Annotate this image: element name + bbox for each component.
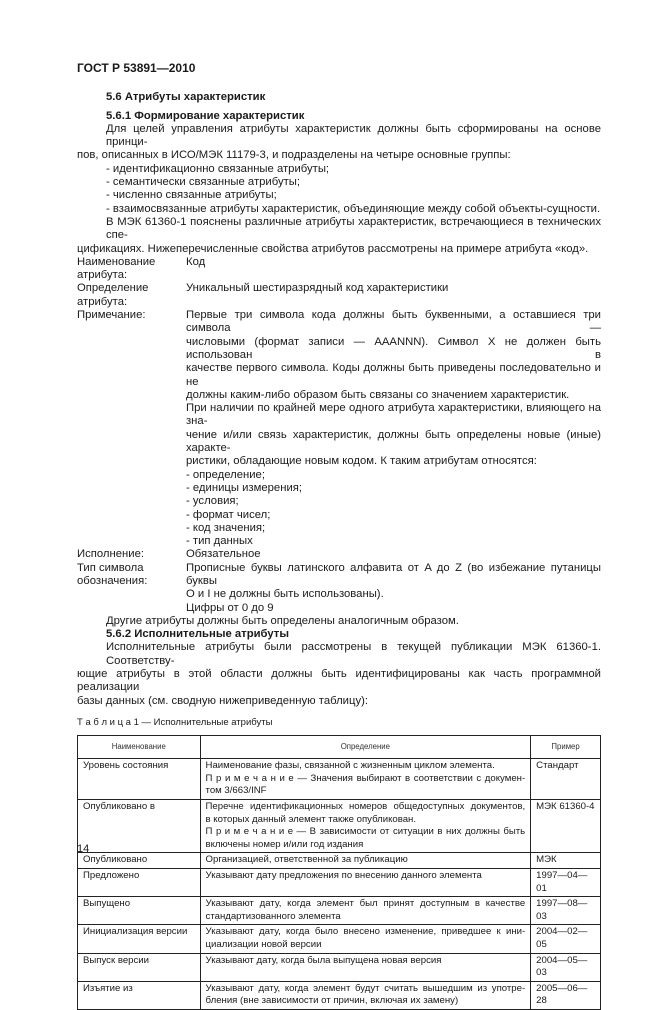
value-paragraph (186, 482, 601, 495)
text-line: Обязательное (186, 548, 261, 561)
definition-label (77, 282, 186, 309)
cell-name: Предложено (78, 869, 201, 897)
text-line: O и I не должны быть использованы). (186, 588, 384, 601)
cell-paragraph (206, 926, 526, 951)
table-row (78, 853, 601, 869)
column-header-example: Пример (531, 736, 601, 759)
page-number: 14 (77, 843, 90, 855)
text-line: Цифры от 0 до 9 (186, 601, 274, 614)
cell-definition (200, 869, 531, 897)
text-line: обозначения: (77, 574, 148, 587)
value-paragraph (186, 309, 601, 402)
definition-value (186, 548, 601, 561)
text-line: пов, описанных в ИСО/МЭК 11179-3, и подразделены на четыре основные группы: (77, 149, 511, 162)
text-line: числовыми (формат записи — AAANNN). Символ X не должен быть использован в (186, 335, 601, 361)
cell-definition (200, 800, 531, 853)
definition-label (77, 309, 186, 548)
table-row (78, 869, 601, 897)
cell-name: Уровень состояния (78, 759, 201, 800)
text-line: Исполнительные атрибуты были рассмотрены в текущей публикации МЭК 61360-1. Соответству- (106, 641, 601, 667)
definition-label (77, 562, 186, 615)
text-line: Для целей управления атрибуты характеристик должны быть сформированы на основе принци- (106, 122, 601, 149)
text-line: циализации новой версии (205, 938, 322, 950)
text-line: Примечание: (77, 309, 146, 322)
group-list (77, 163, 601, 216)
cell-definition (200, 981, 531, 1009)
text-line: Код (186, 255, 206, 268)
text-line: Наименование (77, 255, 156, 268)
text-line: - определение; (186, 468, 265, 481)
definition-entry (77, 309, 601, 548)
cell-definition (200, 759, 531, 800)
text-line: качестве первого символа. Коды должны быть приведены последовательно и не (186, 362, 601, 388)
list-item: - взаимосвязанные атрибуты характеристик, объединяющие между собой объекты-сущности. (106, 202, 601, 215)
definition-value (186, 282, 601, 309)
cell-example: 2004—02—05 (531, 925, 601, 953)
cell-definition (200, 925, 531, 953)
section-heading-5-6-2: 5.6.2 Исполнительные атрибуты (106, 628, 289, 641)
list-item: - семантически связанные атрибуты; (106, 176, 301, 189)
table-row (78, 897, 601, 925)
definition-value (186, 309, 601, 548)
paragraph (77, 216, 601, 256)
text-line: - тип данных (186, 535, 253, 548)
text-line: базы данных (см. сводную нижеприведенную таблицу): (77, 694, 368, 707)
cell-example: 2005—06—28 (531, 981, 601, 1009)
text-line: цификациях. Нижеперечисленные свойства атрибутов рассмотрены на примере атрибута «код». (77, 242, 589, 255)
column-header-name: Наименование (78, 736, 201, 759)
cell-paragraph (206, 854, 526, 867)
cell-name: Инициализация версии (78, 925, 201, 953)
definition-label (77, 548, 186, 561)
text-line: П р и м е ч а н и е — Значения выбирают в соответствии с докумен- (205, 772, 526, 784)
cell-definition (200, 953, 531, 981)
cell-name: Выпущено (78, 897, 201, 925)
text-line: П р и м е ч а н и е — В зависимости от ситуации в них должны быть (205, 826, 526, 838)
paragraph (77, 123, 601, 163)
cell-definition (200, 897, 531, 925)
cell-paragraph (206, 826, 526, 851)
text-line: том 3/663/INF (205, 785, 267, 797)
cell-name: Опубликовано (78, 853, 201, 869)
value-paragraph (186, 535, 601, 548)
table-header-row (78, 736, 601, 759)
text-line: - условия; (186, 495, 239, 508)
text-line: Указывают дату, когда была выпущена новая версия (205, 954, 442, 966)
text-line: Указывают дату, когда было внесено изменение, приведшее к ини- (205, 926, 526, 938)
text-line: в которых данный элемент также опубликован. (205, 813, 417, 825)
cell-paragraph (206, 760, 526, 773)
text-line: - формат чисел; (186, 508, 271, 521)
value-paragraph (186, 602, 601, 615)
text-line: Указывают дату, когда элемент будут считать вышедшим из употре- (205, 982, 526, 994)
value-paragraph (186, 562, 601, 602)
document-page (77, 62, 601, 1010)
text-line: Другие атрибуты должны быть определены аналогичным образом. (106, 614, 459, 627)
text-line: Тип символа (77, 561, 144, 574)
text-line: Исполнение: (77, 548, 145, 561)
text-line: При наличии по крайней мере одного атрибута характеристики, влияющего на зна- (186, 402, 601, 428)
definition-entry (77, 256, 601, 283)
text-line: бления (вне зависимости от причин, включая их замену) (205, 995, 459, 1007)
text-line: ристики, обладающие новым кодом. К таким атрибутам относятся: (186, 455, 537, 468)
table-row (78, 981, 601, 1009)
section-heading-5-6: 5.6 Атрибуты характеристик (106, 91, 266, 104)
cell-name: Изъятие из (78, 981, 201, 1009)
document-header: ГОСТ Р 53891—2010 (77, 61, 196, 75)
value-paragraph (186, 495, 601, 508)
text-line: Указывают дату, когда элемент был принят доступным в качестве (205, 898, 526, 910)
table-caption: Т а б л и ц а 1 — Исполнительные атрибуты (77, 716, 273, 728)
value-paragraph (186, 469, 601, 482)
definition-entry (77, 282, 601, 309)
cell-example: Стандарт (531, 759, 601, 800)
text-line: включены номер и/или год издания (205, 838, 364, 850)
paragraph (77, 615, 601, 628)
text-line: В МЭК 61360-1 пояснены различные атрибуты характеристик, встречающиеся в технических спе- (106, 215, 601, 242)
value-paragraph (186, 402, 601, 468)
section-heading-5-6-1: 5.6.1 Формирование характеристик (106, 109, 305, 122)
text-line: должны каким-либо образом быть связаны со значением характеристик. (186, 388, 570, 401)
cell-paragraph (206, 870, 526, 883)
text-line: чение и/или связь характеристик, должны быть определены новые (иные) характе- (186, 428, 601, 455)
definition-entry (77, 548, 601, 561)
definition-entry (77, 562, 601, 615)
value-paragraph (186, 256, 601, 269)
cell-example: 1997—04—01 (531, 869, 601, 897)
cell-example: 2004—05—03 (531, 953, 601, 981)
text-line: ющие атрибуты в этой области должны быть идентифицированы как часть программной реализации (77, 668, 601, 694)
table-row (78, 925, 601, 953)
text-line: Определение (77, 282, 149, 295)
text-line: Прописные буквы латинского алфавита от A до Z (во избежание путаницы буквы (186, 561, 601, 587)
text-line: Уникальный шестиразрядный код характеристики (186, 282, 449, 295)
text-line: Первые три символа кода должны быть буквенными, а оставшиеся три символа — (186, 309, 601, 335)
cell-example: МЭК 61360-4 (531, 800, 601, 853)
text-line: Наименование фазы, связанной с жизненным циклом элемента. (205, 760, 495, 772)
cell-paragraph (206, 955, 526, 968)
text-line: атрибута: (77, 269, 128, 282)
value-paragraph (186, 282, 601, 295)
definition-label (77, 256, 186, 283)
cell-paragraph (206, 983, 526, 1008)
cell-paragraph (206, 773, 526, 798)
text-line: атрибута: (77, 295, 128, 308)
table-row (78, 953, 601, 981)
table-row (78, 800, 601, 853)
cell-name: Выпуск версии (78, 953, 201, 981)
cell-paragraph (206, 801, 526, 826)
value-paragraph (186, 522, 601, 535)
text-line: стандартизованного элемента (205, 910, 341, 922)
list-item: - идентификационно связанные атрибуты; (106, 162, 330, 175)
text-line: Перечне идентификационных номеров общедоступных документов, (205, 801, 526, 813)
text-line: - единицы измерения; (186, 481, 303, 494)
list-item: - численно связанные атрибуты; (106, 189, 277, 202)
cell-name: Опубликовано в (78, 800, 201, 853)
text-line: Указывают дату предложения по внесению данного элемента (205, 870, 482, 881)
cell-paragraph (206, 898, 526, 923)
cell-example: МЭК (531, 853, 601, 869)
definition-value (186, 562, 601, 615)
text-line: Организацией, ответственной за публикацию (205, 854, 408, 866)
attribute-definition-list (77, 256, 601, 615)
paragraph (77, 641, 601, 707)
executive-attributes-table (77, 735, 601, 1010)
column-header-definition: Определение (200, 736, 531, 759)
table-row (78, 759, 601, 800)
value-paragraph (186, 548, 601, 561)
value-paragraph (186, 509, 601, 522)
text-line: - код значения; (186, 521, 266, 534)
definition-value (186, 256, 601, 283)
cell-definition (200, 853, 531, 869)
cell-example: 1997—08—03 (531, 897, 601, 925)
